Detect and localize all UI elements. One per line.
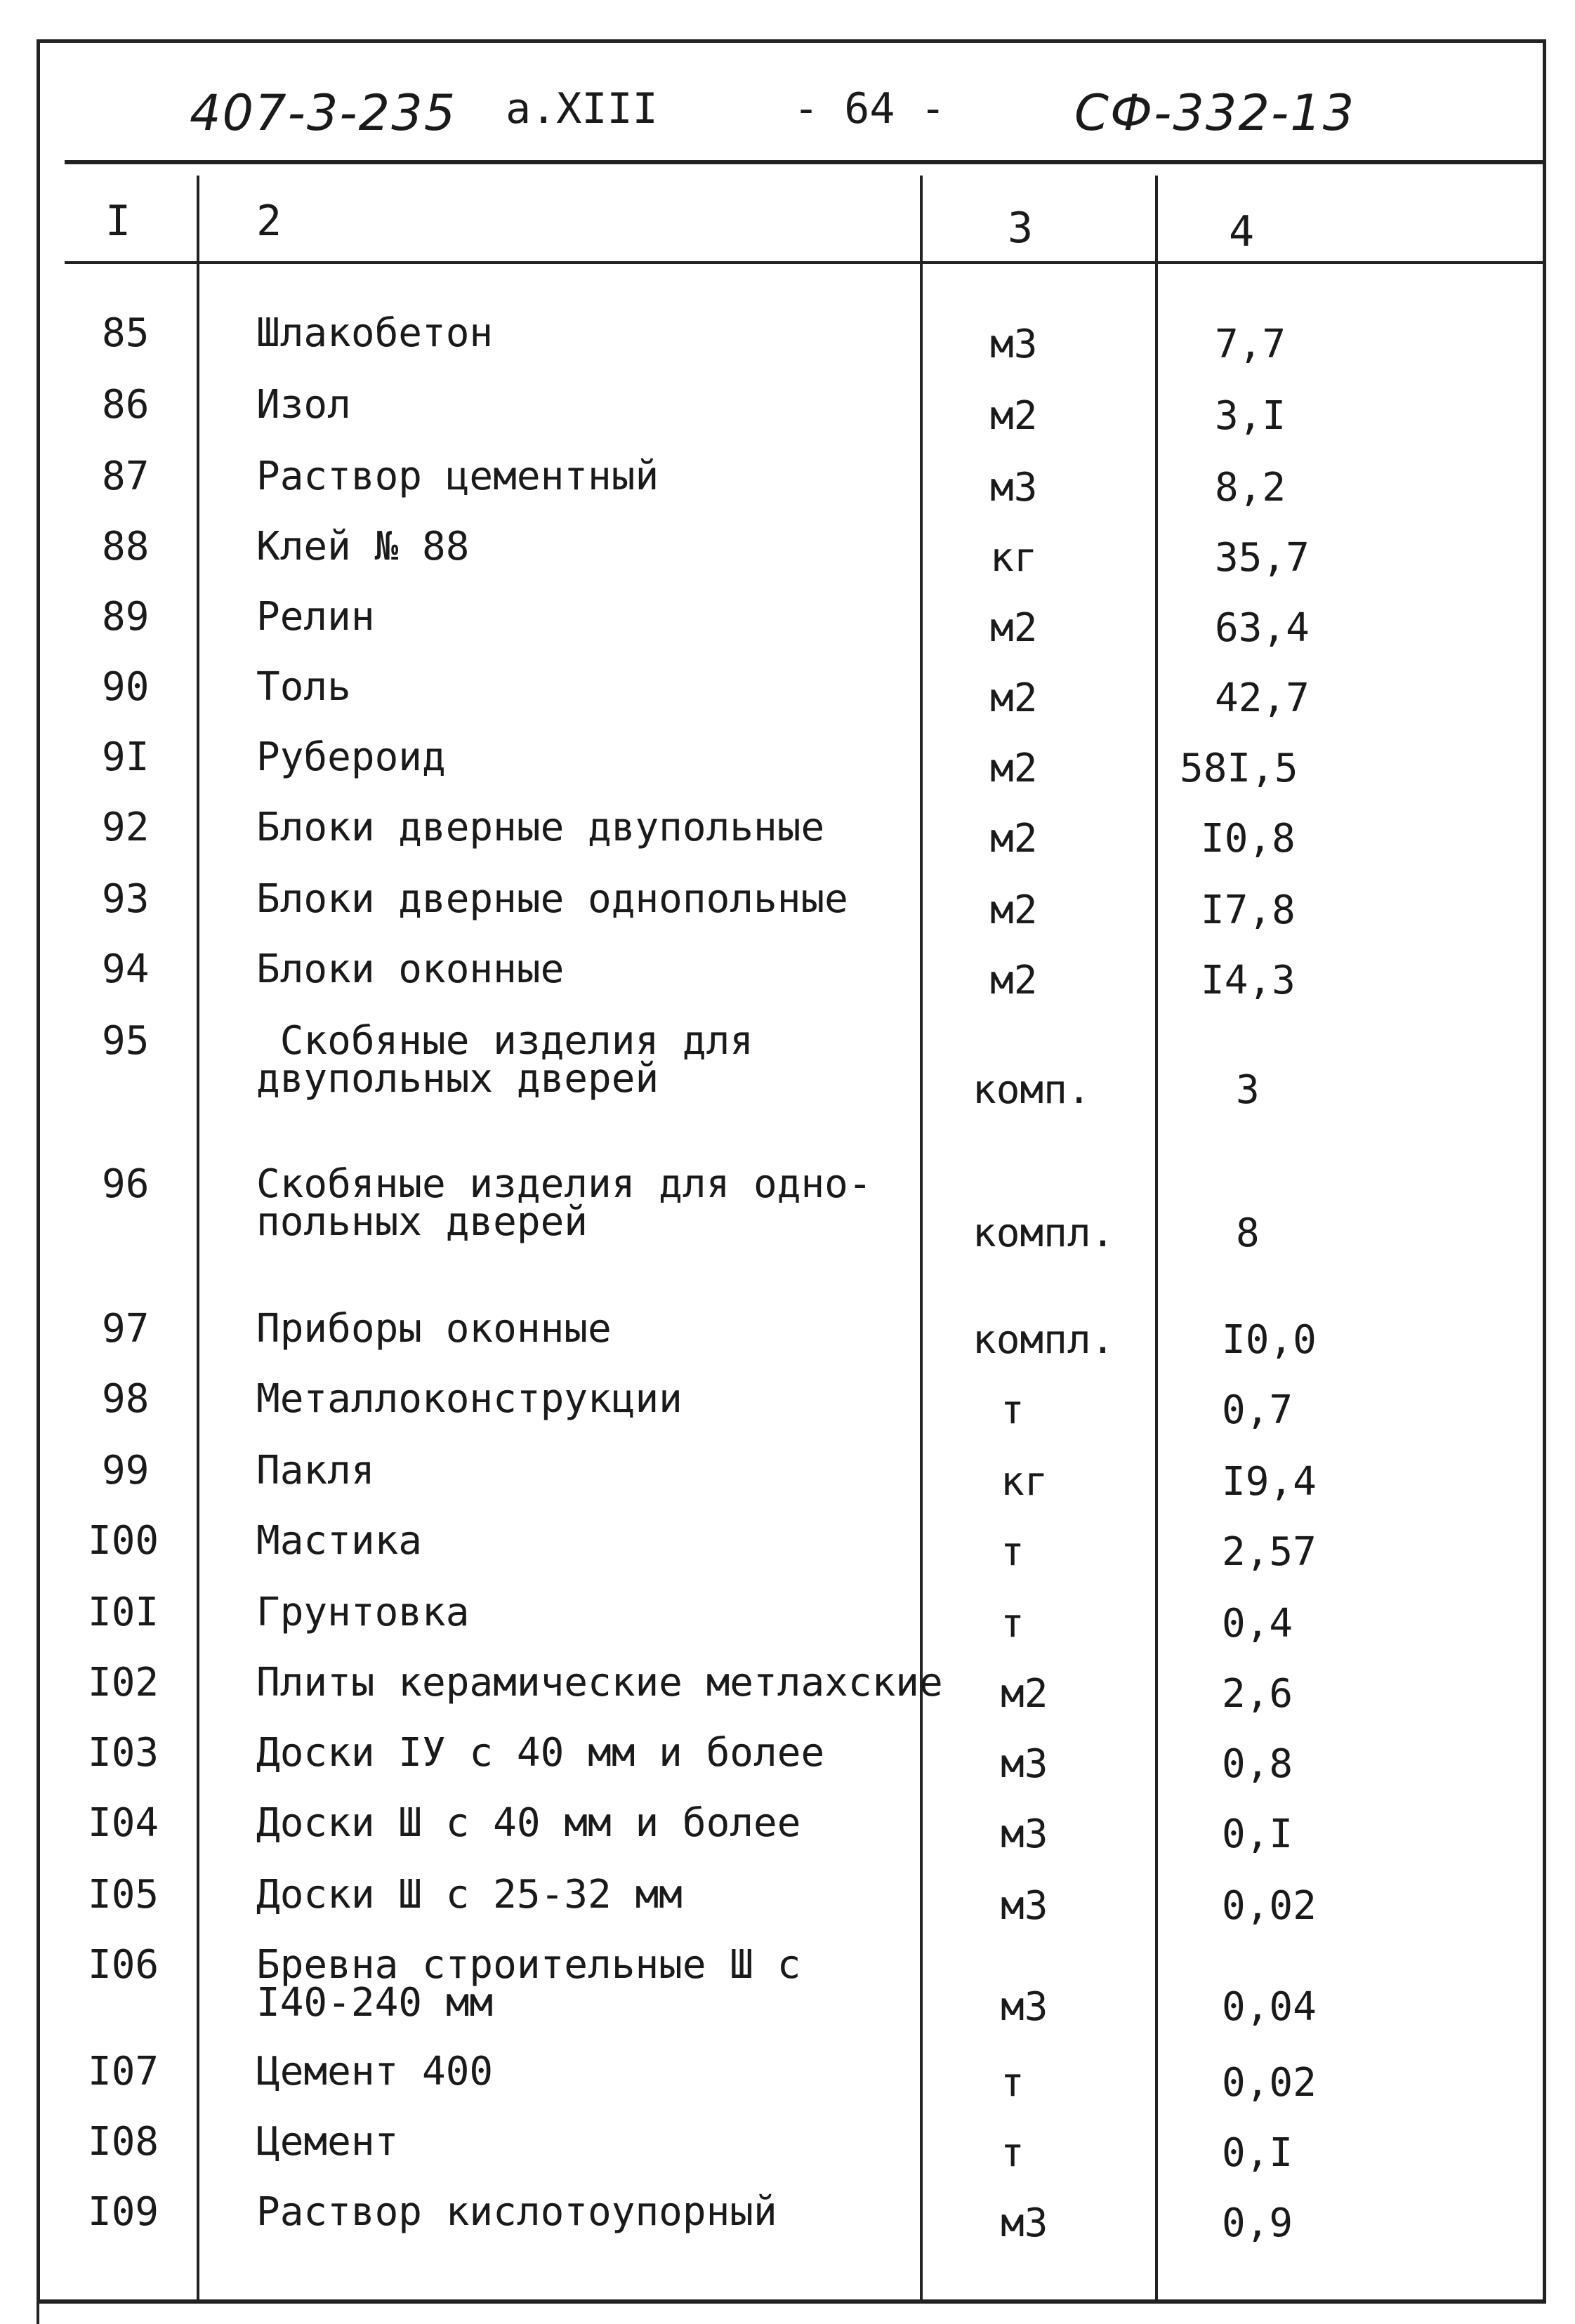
quantity: 2,6 [1222, 1671, 1293, 1717]
column-header-2: 2 [256, 197, 282, 246]
unit: м2 [990, 746, 1038, 791]
unit: м2 [990, 816, 1038, 861]
quantity: 35,7 [1215, 535, 1310, 581]
quantity: 63,4 [1215, 605, 1310, 651]
unit: м2 [990, 958, 1038, 1003]
doc-code: 407-3-235 [190, 84, 457, 142]
row-number: 89 [102, 594, 150, 640]
unit: м3 [990, 465, 1038, 510]
sheet-code: СФ-332-13 [1074, 84, 1356, 142]
quantity: 0,02 [1222, 2060, 1317, 2106]
unit: т [1001, 2130, 1024, 2176]
page-number: - 64 - [793, 84, 946, 133]
material-name: Шлакобетон [256, 310, 494, 356]
row-number: 86 [102, 382, 150, 428]
quantity: 0,9 [1222, 2200, 1293, 2246]
material-name: Металлоконструкции [256, 1376, 683, 1422]
material-name: Изол [256, 382, 351, 428]
material-name: Цемент 400 [256, 2049, 494, 2094]
row-number: 98 [102, 1376, 150, 1422]
material-name: Скобяные изделия для одно- польных дверей [256, 1161, 872, 1245]
unit: м3 [1001, 1883, 1048, 1929]
material-name: Блоки дверные однопольные [256, 876, 848, 922]
material-name: Доски Ш с 25-32 мм [256, 1872, 683, 1917]
row-number: I05 [88, 1872, 159, 1917]
unit: м3 [990, 322, 1038, 367]
row-number: I0I [88, 1590, 159, 1635]
quantity: 7,7 [1215, 322, 1286, 367]
material-name: Блоки оконные [256, 946, 565, 992]
quantity: 8,2 [1215, 465, 1286, 510]
unit: м3 [1001, 2200, 1048, 2246]
row-number: 92 [102, 805, 150, 850]
material-name: Раствор цементный [256, 454, 659, 499]
material-name: Рубероид [256, 734, 446, 780]
quantity: I7,8 [1201, 887, 1296, 933]
material-name: Мастика [256, 1518, 423, 1564]
unit: м2 [990, 887, 1038, 933]
row-number: 99 [102, 1448, 150, 1493]
unit: комп. [973, 1067, 1091, 1113]
row-number: 9I [102, 734, 150, 780]
unit: т [1001, 1601, 1024, 1646]
row-number: 87 [102, 454, 150, 499]
row-number: 93 [102, 876, 150, 922]
row-number: 90 [102, 664, 150, 710]
column-header-1: I [105, 197, 131, 246]
unit: компл. [973, 1210, 1115, 1256]
material-name: Скобяные изделия для двупольных дверей [256, 1018, 754, 1102]
material-name: Грунтовка [256, 1590, 470, 1635]
row-number: 94 [102, 946, 150, 992]
quantity: I4,3 [1201, 958, 1296, 1003]
unit: м2 [990, 393, 1038, 439]
quantity: 0,8 [1222, 1741, 1293, 1787]
quantity: 3 [1236, 1067, 1260, 1113]
quantity: 8 [1236, 1210, 1260, 1256]
quantity: 0,I [1222, 2130, 1293, 2176]
material-name: Доски Ш с 40 мм и более [256, 1800, 801, 1846]
row-number: 95 [102, 1018, 150, 1064]
row-number: I04 [88, 1800, 159, 1846]
row-number: I06 [88, 1942, 159, 1988]
row-number: I08 [88, 2119, 159, 2165]
quantity: 0,04 [1222, 1984, 1317, 2030]
unit: кг [1001, 1459, 1048, 1505]
unit: т [1001, 1529, 1024, 1575]
column-header-4: 4 [1229, 207, 1255, 256]
material-name: Бревна строительные Ш с I40-240 мм [256, 1942, 801, 2026]
row-number: I00 [88, 1518, 159, 1564]
material-name: Толь [256, 664, 351, 710]
material-name: Релин [256, 594, 375, 640]
unit: м3 [1001, 1811, 1048, 1857]
material-name: Приборы оконные [256, 1306, 612, 1352]
album-number: а.XIII [506, 84, 658, 133]
unit: м3 [1001, 1741, 1048, 1787]
quantity: 0,02 [1222, 1883, 1317, 1929]
material-name: Пакля [256, 1448, 375, 1493]
unit: м3 [1001, 1984, 1048, 2030]
unit: м2 [990, 675, 1038, 721]
quantity: 58I,5 [1180, 746, 1298, 791]
material-name: Клей № 88 [256, 524, 470, 569]
row-number: I09 [88, 2189, 159, 2235]
unit: м2 [990, 605, 1038, 651]
quantity: I9,4 [1222, 1459, 1317, 1505]
quantity: I0,0 [1222, 1317, 1317, 1363]
column-header-3: 3 [1008, 204, 1034, 253]
row-number: 97 [102, 1306, 150, 1352]
unit: м2 [1001, 1671, 1048, 1717]
row-number: I02 [88, 1660, 159, 1705]
material-name: Раствор кислотоупорный [256, 2189, 777, 2235]
unit: т [1001, 1387, 1024, 1433]
material-name: Доски IУ с 40 мм и более [256, 1730, 825, 1776]
row-number: I07 [88, 2049, 159, 2094]
row-number: 96 [102, 1161, 150, 1207]
quantity: 0,I [1222, 1811, 1293, 1857]
quantity: 0,4 [1222, 1601, 1293, 1646]
quantity: I0,8 [1201, 816, 1296, 861]
unit: кг [990, 535, 1038, 581]
quantity: 2,57 [1222, 1529, 1317, 1575]
row-number: 88 [102, 524, 150, 569]
material-name: Плиты керамические метлахские [256, 1660, 943, 1705]
unit: компл. [973, 1317, 1115, 1363]
material-name: Цемент [256, 2119, 399, 2165]
quantity: 0,7 [1222, 1387, 1293, 1433]
unit: т [1001, 2060, 1024, 2106]
material-name: Блоки дверные двупольные [256, 805, 825, 850]
quantity: 3,I [1215, 393, 1286, 439]
quantity: 42,7 [1215, 675, 1310, 721]
row-number: I03 [88, 1730, 159, 1776]
row-number: 85 [102, 310, 150, 356]
